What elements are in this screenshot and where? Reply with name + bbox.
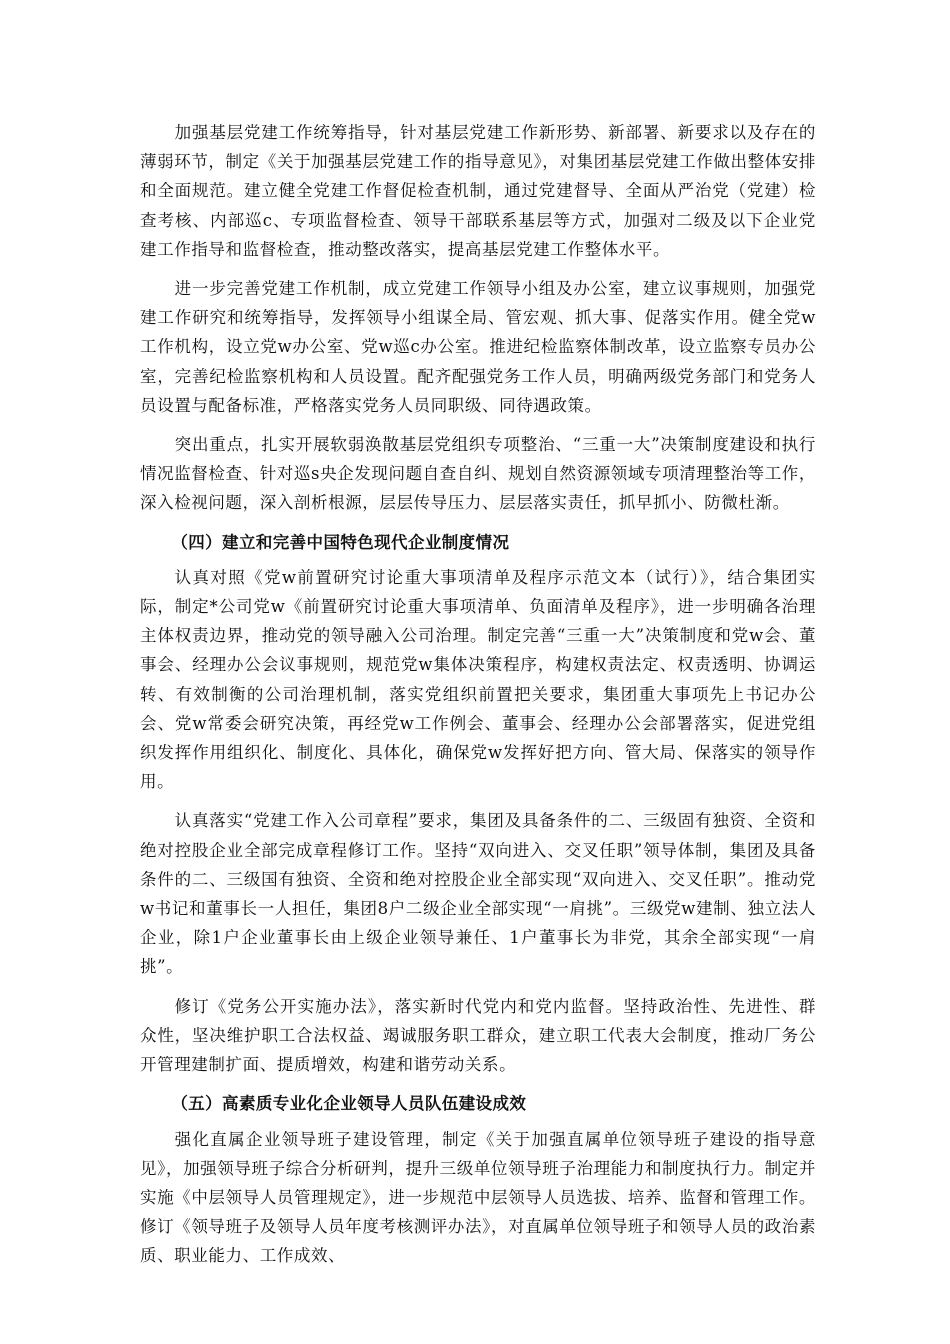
paragraph-key-rectification: 突出重点，扎实开展软弱涣散基层党组织专项整治、“三重一大”决策制度建设和执行情况监督检查、针对巡s央企发现问题自查自纠、规划自然资源领域专项清理整治等工作，深入检视问题，深入剖析根源，层层传导压力、层层落实责任，抓早抓小、防微杜渐。	[140, 435, 816, 513]
paragraph-leadership-team: 强化直属企业领导班子建设管理，制定《关于加强直属单位领导班子建设的指导意见》，加强领导班子综合分析研判，提升三级单位领导班子治理能力和制度执行力。制定并实施《中层领导人员管理规定》，进一步规范中层领导人员选拔、培养、监督和管理工作。修订《领导班子及领导人员年度考核测评办法》，对直属单位领导班子和领导人员的政治素质、职业能力、工作成效、	[140, 1129, 816, 1266]
document-page	[140, 118, 816, 1281]
paragraph-working-mechanism: 进一步完善党建工作机制，成立党建工作领导小组及办公室，建立议事规则，加强党建工作研究和统筹指导，发挥领导小组谋全局、管宏观、抓大事、促落实作用。健全党w工作机构，设立党w办公室、党w巡c办公室。推进纪检监察体制改革，设立监察专员办公室，完善纪检监察机构和人员设置。配齐配强党务工作人员，明确两级党务部门和党务人员设置与配备标准，严格落实党务人员同职级、同待遇政策。	[140, 279, 816, 415]
section-heading-4: （四）建立和完善中国特色现代企业制度情况	[171, 532, 510, 552]
section-heading-5: （五）高素质专业化企业领导人员队伍建设成效	[171, 1094, 527, 1114]
paragraph-articles-of-association: 认真落实“党建工作入公司章程”要求，集团及具备条件的二、三级固有独资、全资和绝对控股企业全部完成章程修订工作。坚持“双向进入、交叉任职”领导体制，集团及具备条件的二、三级国有独资、全资和绝对控股企业全部实现“双向进入、交叉任职”。推动党w书记和董事长一人担任，集团8户二级企业全部实现“一肩挑”。三级党w建制、独立法人企业，除1户企业董事长由上级企业领导兼任、1户董事长为非党，其余全部实现“一肩挑”。	[140, 811, 816, 977]
paragraph-decision-rules: 认真对照《党w前置研究讨论重大事项清单及程序示范文本（试行）》，结合集团实际，制定*公司党w《前置研究讨论重大事项清单、负面清单及程序》，进一步明确各治理主体权责边界，推动党的领导融入公司治理。制定完善“三重一大”决策制度和党w会、董事会、经理办公会议事规则，规范党w集体决策程序，构建权责法定、权责透明、协调运转、有效制衡的公司治理机制，落实党组织前置把关要求，集团重大事项先上书记办公会、党w常委会研究决策，再经党w工作例会、董事会、经理办公会部署落实，促进党组织发挥作用组织化、制度化、具体化，确保党w发挥好把方向、管大局、保落实的领导作用。	[140, 567, 816, 792]
paragraph-grassroots-guidance: 加强基层党建工作统筹指导，针对基层党建工作新形势、新部署、新要求以及存在的薄弱环节，制定《关于加强基层党建工作的指导意见》，对集团基层党建工作做出整体安排和全面规范。建立健全党建工作督促检查机制，通过党建督导、全面从严治党（党建）检查考核、内部巡c、专项监督检查、领导干部联系基层等方式，加强对二级及以下企业党建工作指导和监督检查，推动整改落实，提高基层党建工作整体水平。	[140, 123, 816, 259]
paragraph-disclosure-measures: 修订《党务公开实施办法》，落实新时代党内和党内监督。坚持政治性、先进性、群众性，坚决维护职工合法权益、竭诚服务职工群众，建立职工代表大会制度，推动厂务公开管理建制扩面、提质增效，构建和谐劳动关系。	[140, 996, 816, 1075]
